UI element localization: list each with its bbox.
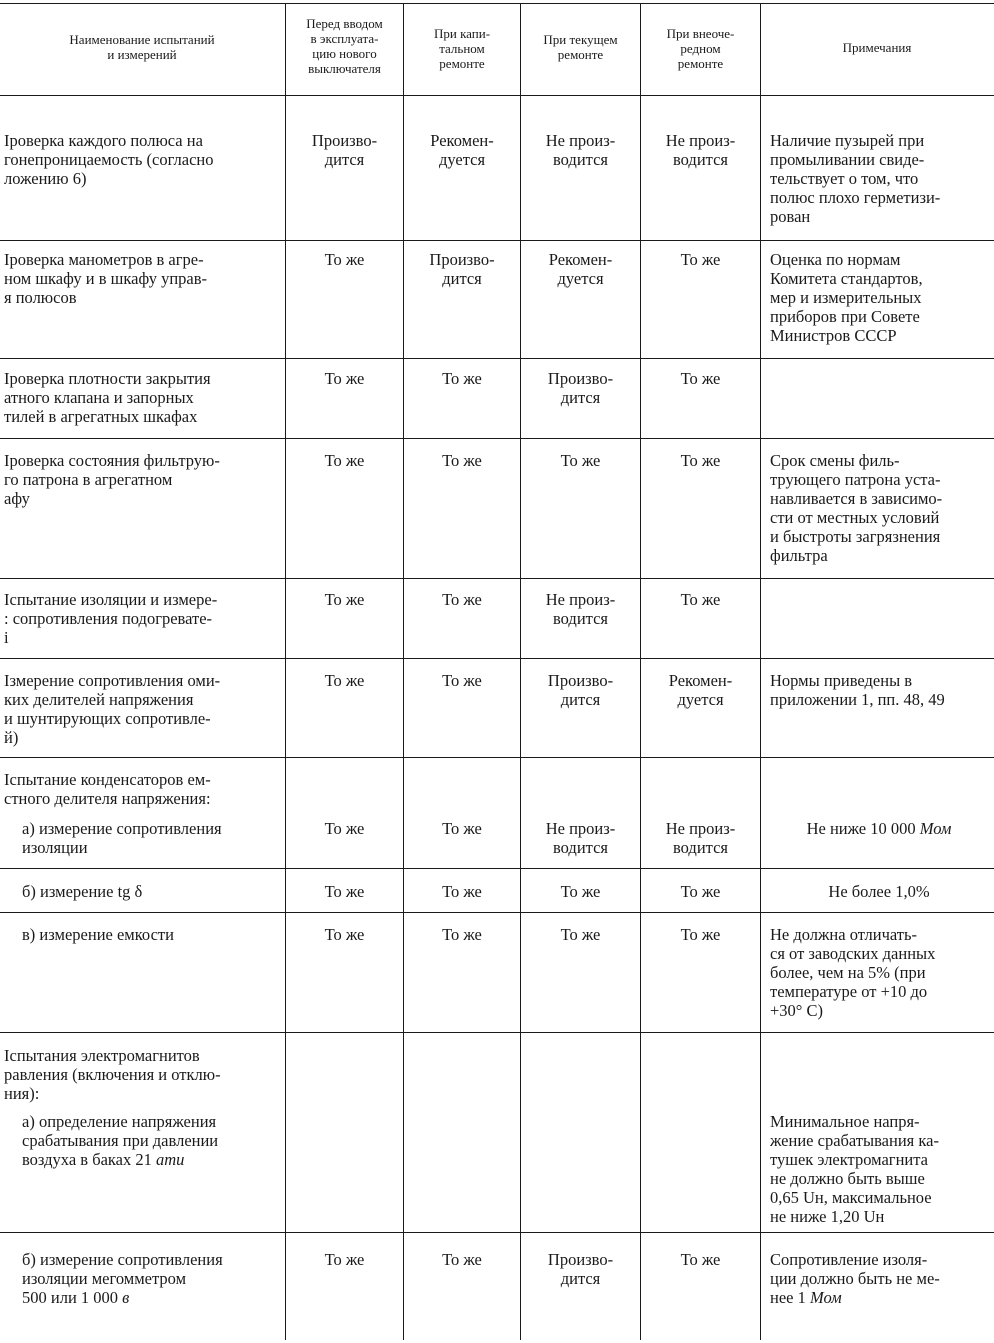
value-current: То же — [560, 882, 601, 901]
value-capital: То же — [442, 819, 482, 838]
value-before: То же — [324, 451, 365, 470]
note-text: Сопротивление изоля- ции должно быть не ме- нее 1 — [770, 1250, 940, 1307]
row-rule — [0, 438, 994, 439]
header-before-commissioning: Перед вводом в эксплуата- цию нового выключателя — [306, 16, 383, 76]
test-name: Iроверка каждого полюса на гонепроницаемость (согласно ложению 6) — [4, 131, 214, 188]
value-before: То же — [324, 819, 365, 838]
header-capital-repair: При капи- тальном ремонте — [433, 26, 491, 71]
value-before: То же — [324, 925, 365, 944]
header-notes: Примечания — [842, 40, 912, 55]
header-extraordinary-repair: При внеоче- редном ремонте — [666, 26, 735, 71]
row-rule — [0, 868, 994, 869]
column-rule — [640, 3, 641, 1340]
value-current: Не произ- водится — [545, 590, 616, 628]
value-extra: То же — [680, 925, 721, 944]
group-title: Iспытания электромагнитов равления (включения и отклю- ния): — [4, 1046, 221, 1103]
test-name: Iроверка плотности закрытия атного клапана и запорных тилей в агрегатных шкафах — [4, 369, 211, 426]
row-rule — [0, 240, 994, 241]
value-before: То же — [324, 250, 365, 269]
value-extra: То же — [680, 451, 721, 470]
row-rule — [0, 358, 994, 359]
note — [770, 819, 988, 838]
value-capital: То же — [442, 451, 482, 470]
value-current: Не произ- водится — [545, 819, 616, 857]
note: Наличие пузырей при промыливании свиде- тельствует о том, что полюс плохо герметизи- рован — [770, 131, 941, 226]
value-current: То же — [560, 451, 601, 470]
value-before: То же — [324, 671, 365, 690]
test-name — [22, 1250, 278, 1307]
value-extra: То же — [680, 1250, 721, 1269]
table-top-rule — [0, 3, 994, 4]
value-current: То же — [560, 925, 601, 944]
header-current-repair: При текущем ремонте — [543, 32, 618, 62]
header-test-name: Наименование испытаний и измерений — [69, 32, 215, 62]
row-rule — [0, 1032, 994, 1033]
value-capital: То же — [442, 882, 482, 901]
value-extra: То же — [680, 590, 721, 609]
value-extra: Рекомен- дуется — [668, 671, 733, 709]
value-capital: То же — [442, 590, 482, 609]
unit-label: ати — [156, 1150, 185, 1169]
value-extra: Не произ- водится — [665, 819, 736, 857]
test-name: а) измерение сопротивления изоляции — [22, 819, 222, 857]
header-bottom-rule — [0, 95, 994, 96]
note: Срок смены филь- трующего патрона уста- навливается в зависимо- сти от местных условий и быстроты загрязнения фильтра — [770, 451, 943, 565]
value-before: То же — [324, 590, 365, 609]
test-name-text: а) определение напряжения срабатывания при давлении воздуха в баках 21 — [22, 1112, 219, 1169]
row-rule — [0, 1232, 994, 1233]
value-before: То же — [324, 1250, 365, 1269]
value-current: Произво- дится — [547, 369, 614, 407]
value-capital: То же — [442, 925, 482, 944]
row-rule — [0, 578, 994, 579]
value-capital: Рекомен- дуется — [430, 131, 494, 169]
note: Минимальное напря- жение срабатывания ка- тушек электромагнита не должно быть выше 0,65 Uн, максимальное не ниже 1,20 Uн — [770, 1112, 939, 1226]
test-name: в) измерение емкости — [22, 925, 174, 944]
value-current: Рекомен- дуется — [548, 250, 613, 288]
test-name-text: б) измерение сопротивления изоляции мегомметром 500 или 1 000 — [22, 1250, 223, 1307]
value-current: Произво- дится — [547, 1250, 614, 1288]
value-capital: То же — [442, 671, 482, 690]
note — [770, 1250, 988, 1307]
note: Оценка по нормам Комитета стандартов, мер и измерительных приборов при Совете Министров СССР — [770, 250, 923, 345]
unit-label: Мом — [919, 819, 952, 838]
column-rule — [285, 3, 286, 1340]
test-name: Iспытание изоляции и измере- : сопротивления подогревате- i — [4, 590, 218, 647]
column-rule — [403, 3, 404, 1340]
value-current: Произво- дится — [547, 671, 614, 709]
note: Не более 1,0% — [828, 882, 930, 901]
row-rule — [0, 757, 994, 758]
value-extra: Не произ- водится — [665, 131, 736, 169]
unit-label: в — [122, 1288, 130, 1307]
test-name: Iзмерение сопротивления оми- ких делителей напряжения и шунтирующих сопротивле- й) — [4, 671, 221, 747]
value-extra: То же — [680, 369, 721, 388]
value-capital: То же — [442, 369, 482, 388]
column-rule — [760, 3, 761, 1340]
value-before: Произво- дится — [311, 131, 378, 169]
value-capital: Произво- дится — [429, 250, 495, 288]
test-name — [22, 1112, 278, 1169]
note: Нормы приведены в приложении 1, пп. 48, 49 — [770, 671, 945, 709]
value-before: То же — [324, 369, 365, 388]
row-rule — [0, 912, 994, 913]
note-text: Не ниже 10 000 — [806, 819, 920, 838]
unit-label: Мом — [809, 1288, 842, 1307]
column-rule — [520, 3, 521, 1340]
value-before: То же — [324, 882, 365, 901]
test-name: б) измерение tg δ — [22, 882, 143, 901]
value-extra: То же — [680, 250, 721, 269]
test-name: Iроверка состояния фильтрую- го патрона в агрегатном афу — [4, 451, 220, 508]
value-capital: То же — [442, 1250, 482, 1269]
note: Не должна отличать- ся от заводских данных более, чем на 5% (при температуре от +10 до +30° С) — [770, 925, 936, 1020]
group-title: Iспытание конденсаторов ем- стного делителя напряжения: — [4, 770, 211, 808]
value-extra: То же — [680, 882, 721, 901]
test-name: Iроверка манометров в агре- ном шкафу и в шкафу управ- я полюсов — [4, 250, 208, 307]
row-rule — [0, 658, 994, 659]
value-current: Не произ- водится — [545, 131, 616, 169]
